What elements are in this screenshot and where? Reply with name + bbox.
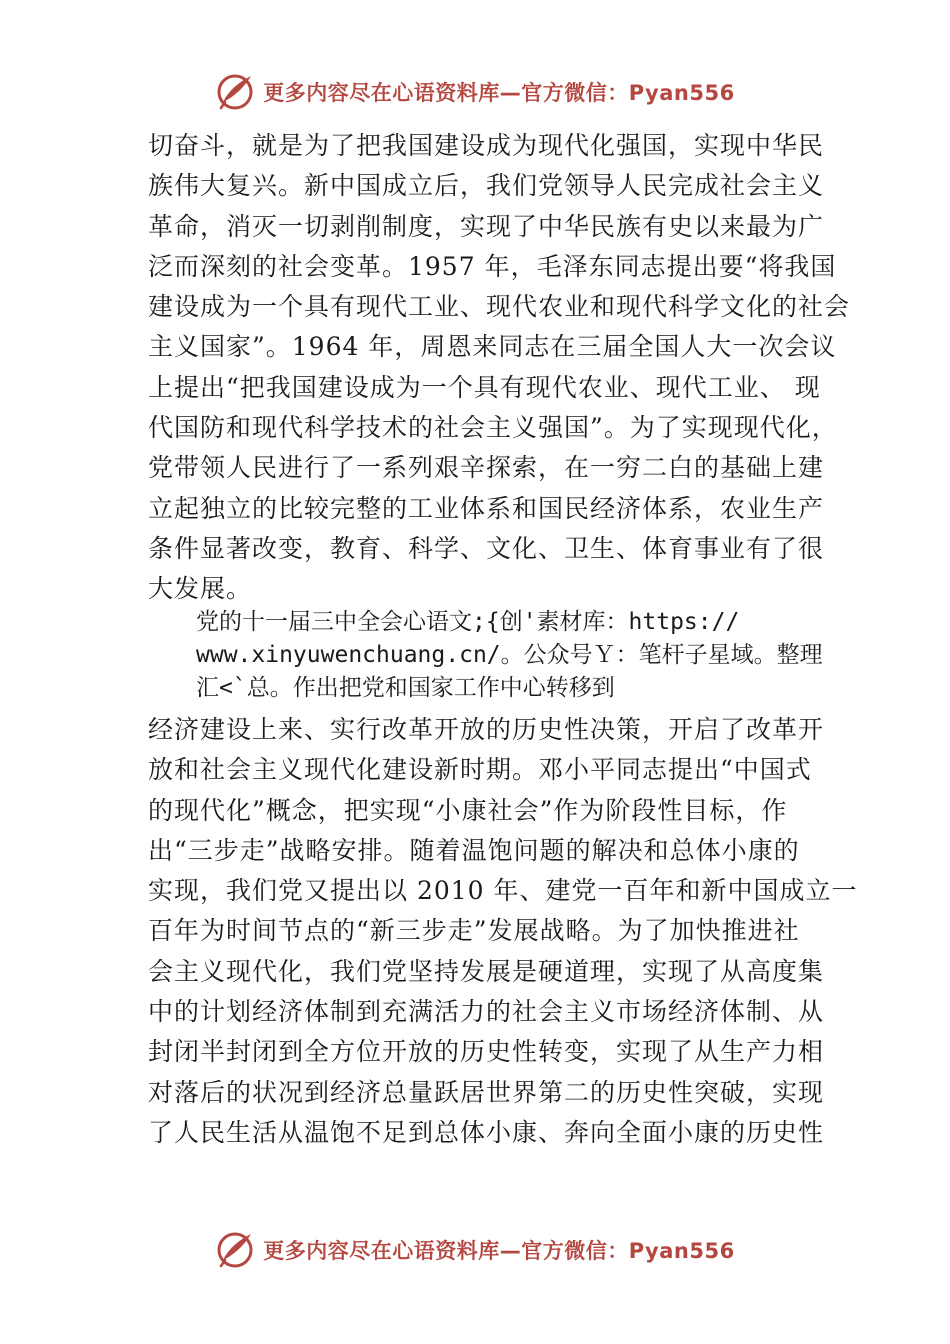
quill-logo-icon	[215, 1230, 255, 1270]
paragraph-1	[148, 126, 851, 610]
text-line: 条件显著改变，教育、科学、文化、卫生、体育事业有了很	[148, 533, 825, 563]
text-line: 了人民生活从温饱不足到总体小康、奔向全面小康的历史性	[148, 1117, 825, 1147]
text-line: 族伟大复兴。新中国成立后，我们党领导人民完成社会主义	[148, 171, 825, 201]
text-line: 百年为时间节点的“新三步走”发展战略。为了加快推进社	[148, 916, 800, 946]
text-line: 放和社会主义现代化建设新时期。邓小平同志提出“中国式	[148, 755, 812, 785]
text-line: 切奋斗，就是为了把我国建设成为现代化强国，实现中华民	[148, 131, 825, 160]
text-line: 党带领人民进行了一系列艰辛探索，在一穷二白的基础上建	[148, 453, 825, 483]
text-line: 会主义现代化，我们党坚持发展是硬道理，实现了从高度集	[148, 956, 825, 986]
footer-banner	[0, 1228, 950, 1272]
header-banner	[0, 70, 950, 114]
text-line: 出“三步走”战略安排。随着温饱问题的解决和总体小康的	[148, 835, 800, 865]
text-line: www.xinyuwenchuang.cn/。公众号Ｙ：笔杆子星域。整理	[196, 642, 823, 668]
banner-text: 更多内容尽在心语资料库—官方微信：Pyan556	[263, 81, 735, 105]
text-line: 代国防和现代科学技术的社会主义强国”。为了实现现代化，	[148, 413, 838, 443]
text-line: 中的计划经济体制到充满活力的社会主义市场经济体制、从	[148, 997, 825, 1027]
text-line: 上提出“把我国建设成为一个具有现代农业、现代工业、 现	[148, 372, 821, 402]
banner-text: 更多内容尽在心语资料库—官方微信：Pyan556	[263, 1239, 735, 1263]
text-line: 封闭半封闭到全方位开放的历史性转变，实现了从生产力相	[148, 1037, 825, 1067]
text-line: 对落后的状况到经济总量跃居世界第二的历史性突破，实现	[148, 1077, 825, 1107]
text-line: 革命，消灭一切剥削制度，实现了中华民族有史以来最为广	[148, 211, 825, 241]
text-line: 建设成为一个具有现代工业、现代农业和现代科学文化的社会	[148, 292, 851, 322]
text-line: 泛而深刻的社会变革。1957 年，毛泽东同志提出要“将我国	[148, 251, 837, 281]
text-line: 汇<`总。作出把党和国家工作中心转移到	[196, 675, 615, 701]
text-line: 立起独立的比较完整的工业体系和国民经济体系，农业生产	[148, 493, 825, 523]
text-line: 党的十一届三中全会心语文;{创'素材库：https://	[196, 609, 740, 635]
inserted-source-note	[196, 606, 836, 705]
text-line: 经济建设上来、实行改革开放的历史性决策，开启了改革开	[148, 715, 825, 744]
text-line: 大发展。	[148, 574, 253, 604]
text-line: 的现代化”概念，把实现“小康社会”作为阶段性目标，作	[148, 795, 788, 825]
quill-logo-icon	[215, 72, 255, 112]
text-line: 实现，我们党又提出以 2010 年、建党一百年和新中国成立一	[148, 876, 858, 906]
paragraph-2	[148, 710, 858, 1153]
text-line: 主义国家”。1964 年，周恩来同志在三届全国人大一次会议	[148, 332, 837, 362]
